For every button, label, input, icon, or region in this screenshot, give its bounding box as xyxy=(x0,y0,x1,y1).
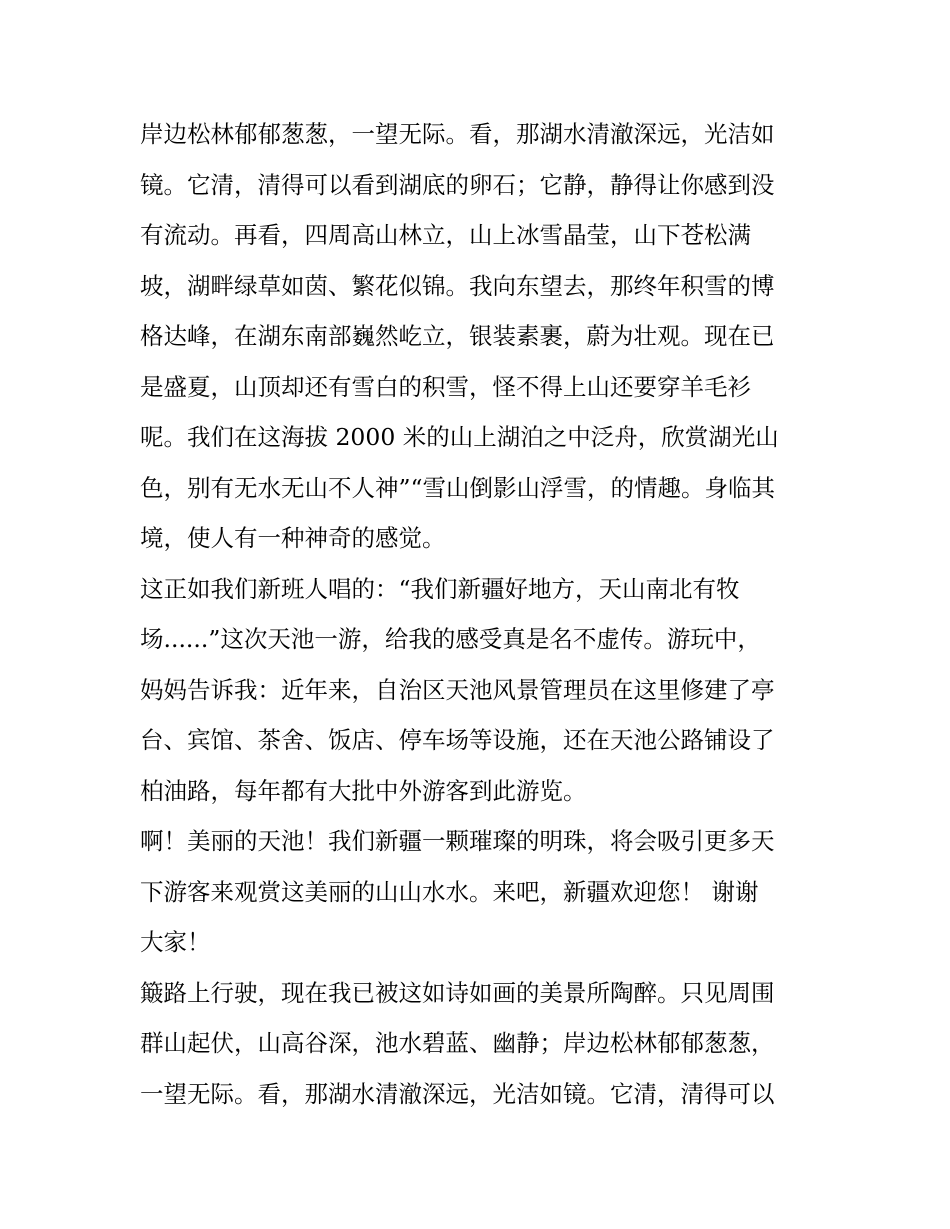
text-line-13: 台、宾馆、茶舍、饭店、停车场等设施，还在天池公路铺设了 xyxy=(140,726,775,754)
text-line-20: 一望无际。看，那湖水清澈深远，光洁如镜。它清，清得可以 xyxy=(140,1079,775,1108)
text-line-11: 场......”这次天池一游，给我的感受真是名不虚传。游玩中， xyxy=(140,625,761,653)
text-line-12: 妈妈告诉我：近年来，自治区天池风景管理员在这里修建了亭 xyxy=(140,675,775,704)
text-line-2: 镜。它清，清得可以看到湖底的卵石；它静，静得让你感到没 xyxy=(140,170,775,199)
text-line-3: 有流动。再看，四周高山林立，山上冰雪晶莹，山下苍松满 xyxy=(140,221,751,249)
text-line-15: 啊！美丽的天池！我们新疆一颗璀璨的明珠，将会吸引更多天 xyxy=(140,827,775,855)
text-line-14: 柏油路，每年都有大批中外游客到此游览。 xyxy=(140,776,587,805)
text-line-4: 坡，湖畔绿草如茵、繁花似锦。我向东望去，那终年积雪的博 xyxy=(140,271,775,300)
text-line-8: 色，别有无水无山不人神”“雪山倒影山浮雪，的情趣。身临其 xyxy=(140,473,776,502)
text-line-10: 这正如我们新班人唱的：“我们新疆好地方，天山南北有牧 xyxy=(140,574,740,603)
text-line-18: 簸路上行驶，现在我已被这如诗如画的美景所陶醉。只见周围 xyxy=(140,978,775,1007)
text-line-6: 是盛夏，山顶却还有雪白的积雪，怪不得上山还要穿羊毛衫 xyxy=(140,372,751,401)
text-line-1: 岸边松林郁郁葱葱，一望无际。看，那湖水清澈深远，光洁如 xyxy=(140,120,775,148)
text-line-9: 境，使人有一种神奇的感觉。 xyxy=(140,524,446,552)
body-text xyxy=(140,109,820,1119)
text-line-16: 下游客来观赏这美丽的山山水水。来吧，新疆欢迎您！ 谢谢 xyxy=(140,877,759,906)
text-line-5: 格达峰，在湖东南部巍然屹立，银装素裹，蔚为壮观。现在已 xyxy=(140,322,775,350)
text-line-19: 群山起伏，山高谷深，池水碧蓝、幽静；岸边松林郁郁葱葱， xyxy=(140,1029,775,1057)
text-line-17: 大家！ xyxy=(140,928,211,956)
text-line-7: 呢。我们在这海拔 2000 米的山上湖泊之中泛舟，欣赏湖光山 xyxy=(140,423,779,451)
